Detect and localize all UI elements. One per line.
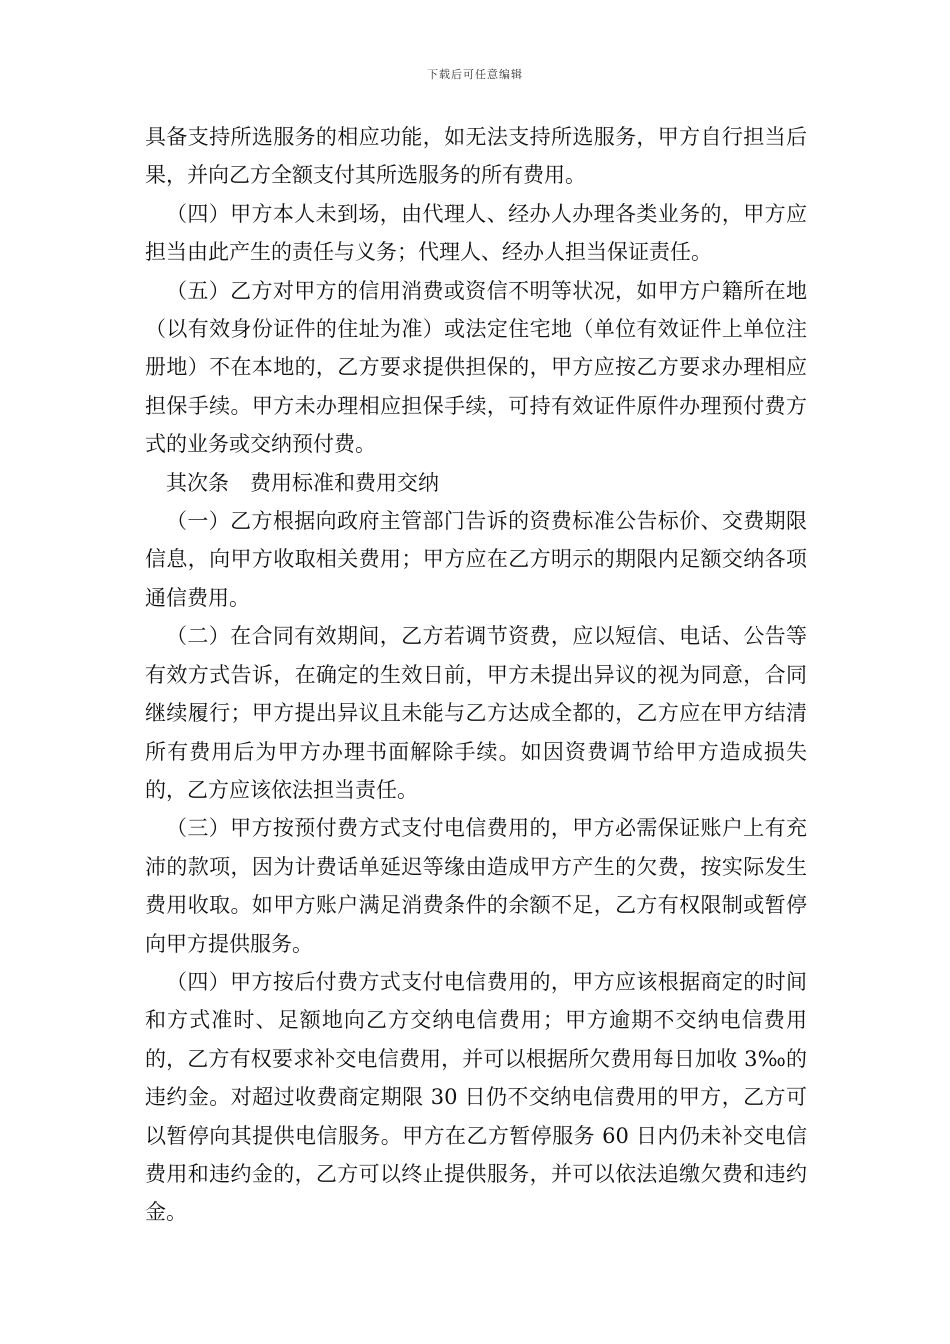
section-heading-title: 费用标准和费用交纳 [250,470,439,495]
paragraph-clause-1: （一）乙方根据向政府主管部门告诉的资费标准公告标价、交费期限信息，向甲方收取相关费用；甲方应在乙方明示的期限内足额交纳各项通信费用。 [145,509,807,610]
section-heading-number: 其次条 [166,470,229,495]
page-header-note: 下载后可任意编辑 [427,68,523,81]
paragraph-clause-4b: （四）甲方按后付费方式支付电信费用的，甲方应该根据商定的时间和方式准时、足额地向乙方交纳电信费用；甲方逾期不交纳电信费用的，乙方有权要求补交电信费用，并可以根据所欠费用每日加收 3‰的违约金。对超过收费商定期限 30 日仍不交纳电信费用的甲方，乙方可以暂停向其提供电信服务。甲方在乙方暂停服务 60 日内仍未补交电信费用和违约金的，乙方可以终止提供服务，并可以依法追缴欠费和违约金。 [145,969,807,1225]
paragraph-clause-4: （四）甲方本人未到场，由代理人、经办人办理各类业务的，甲方应担当由此产生的责任与义务；代理人、经办人担当保证责任。 [145,201,807,265]
document-body [145,118,807,1232]
paragraph-clause-2: （二）在合同有效期间，乙方若调节资费，应以短信、电话、公告等有效方式告诉，在确定的生效日前，甲方未提出异议的视为同意，合同继续履行；甲方提出异议且未能与乙方达成全都的，乙方应在甲方结清所有费用后为甲方办理书面解除手续。如因资费调节给甲方造成损失的，乙方应该依法担当责任。 [145,624,807,802]
paragraph-continuation: 具备支持所选服务的相应功能，如无法支持所选服务，甲方自行担当后果，并向乙方全额支付其所选服务的所有费用。 [145,125,807,188]
paragraph-clause-5: （五）乙方对甲方的信用消费或资信不明等状况，如甲方户籍所在地（以有效身份证件的住址为准）或法定住宅地（单位有效证件上单位注册地）不在本地的，乙方要求提供担保的，甲方应按乙方要求办理相应担保手续。甲方未办理相应担保手续，可持有效证件原件办理预付费方式的业务或交纳预付费。 [145,278,807,457]
paragraph-clause-3: （三）甲方按预付费方式支付电信费用的，甲方必需保证账户上有充沛的款项，因为计费话单延迟等缘由造成甲方产生的欠费，按实际发生费用收取。如甲方账户满足消费条件的余额不足，乙方有权限制或暂停向甲方提供服务。 [145,816,807,956]
section-heading [145,464,807,502]
